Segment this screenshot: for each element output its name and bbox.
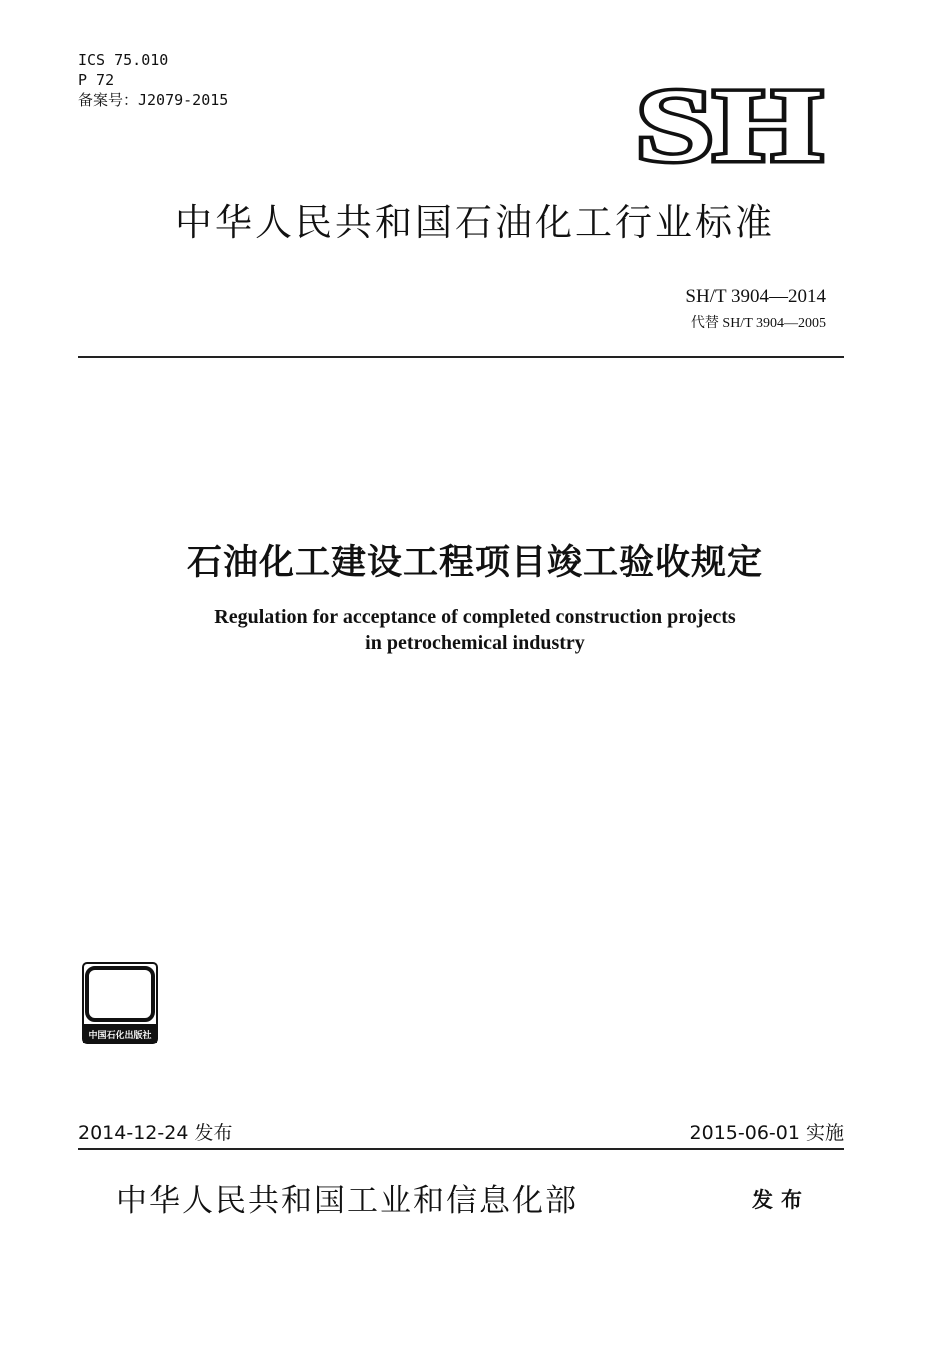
top-divider	[78, 356, 844, 358]
record-number: 备案号：J2079-2015	[78, 91, 229, 109]
publisher-name: 中华人民共和国工业和信息化部	[116, 1183, 578, 1219]
standard-number-block	[685, 286, 826, 332]
stamp-text: 中国石化出版社	[88, 1031, 152, 1041]
sh-logo-icon	[636, 80, 826, 168]
logo-text: SH	[636, 80, 822, 168]
effective-date: 2015-06-01 实施	[689, 1122, 844, 1144]
replaces-standard: 代替 SH/T 3904—2005	[690, 316, 826, 331]
title-en-line2: in petrochemical industry	[365, 632, 585, 654]
document-title-cn: 石油化工建设工程项目竣工验收规定	[186, 543, 763, 583]
industry-standard-title: 中华人民共和国石油化工行业标准	[175, 201, 775, 244]
ccs-code: P 72	[78, 71, 115, 89]
publisher-suffix: 发布	[752, 1188, 810, 1212]
ics-code: ICS 75.010	[78, 51, 169, 69]
header-meta	[78, 50, 228, 110]
document-title-en	[0, 604, 950, 656]
standard-number: SH/T 3904—2014	[685, 286, 826, 307]
issue-date: 2014-12-24 发布	[78, 1122, 233, 1144]
bottom-divider	[78, 1148, 844, 1150]
title-en-line1: Regulation for acceptance of completed construction projects	[214, 606, 736, 628]
publisher-stamp-icon	[82, 962, 158, 1044]
